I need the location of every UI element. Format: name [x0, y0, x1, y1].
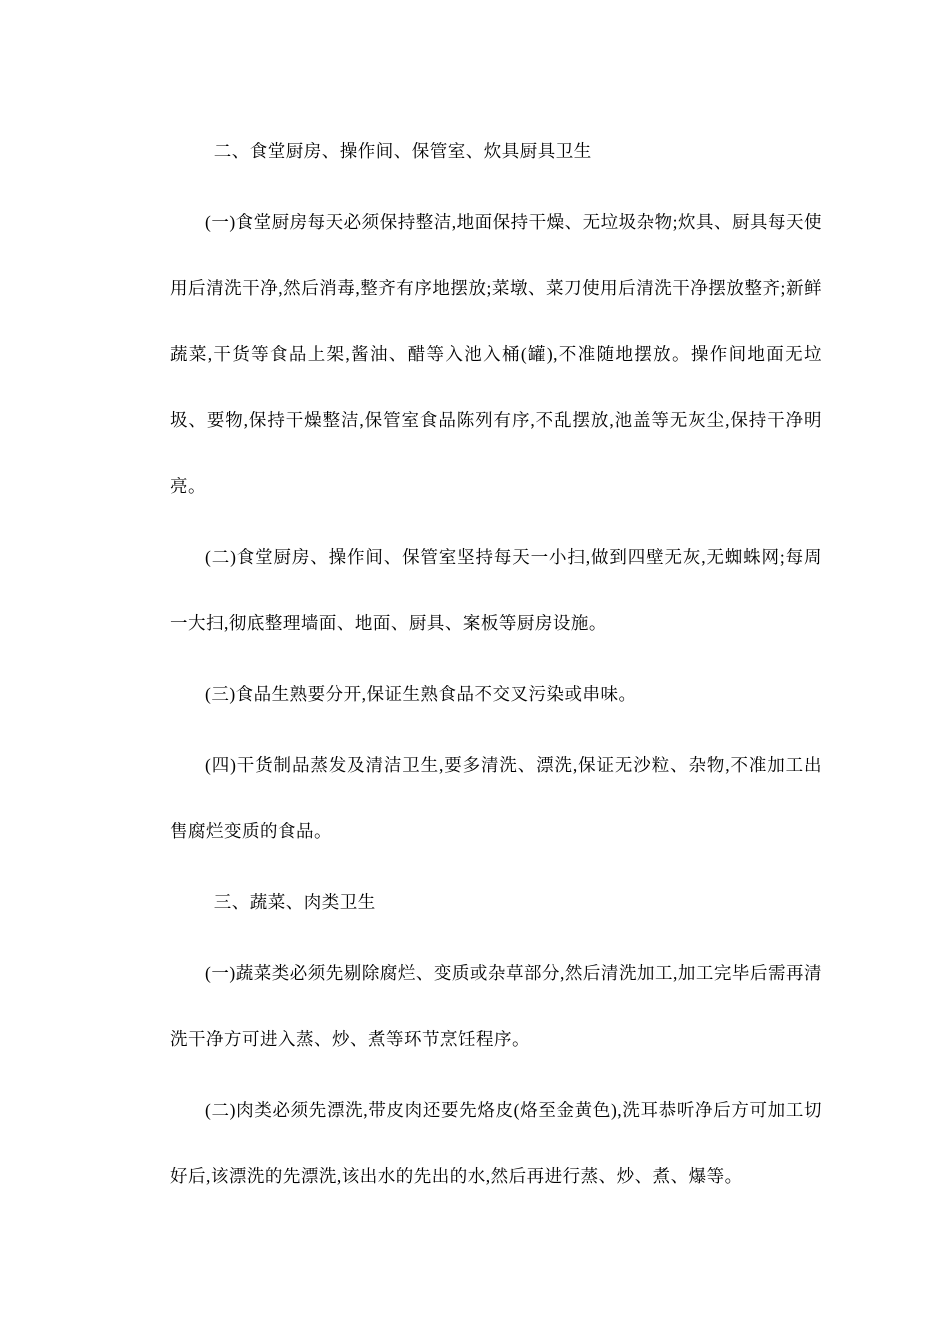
- paragraph-kitchen-item-3: (三)食品生熟要分开,保证生熟食品不交叉污染或串味。: [205, 684, 637, 704]
- section-heading-vegetable-meat-hygiene: 三、蔬菜、肉类卫生: [213, 892, 376, 912]
- paragraph-vegetable-item-1: (一)蔬菜类必须先剔除腐烂、变质或杂草部分,然后清洗加工,加工完毕后需再清洗干净方可进入蒸、炒、煮等环节烹饪程序。: [170, 963, 822, 1049]
- paragraph-meat-item-2: (二)肉类必须先漂洗,带皮肉还要先烙皮(烙至金黄色),洗耳恭听净后方可加工切好后,该漂洗的先漂洗,该出水的先出的水,然后再进行蒸、炒、煮、爆等。: [170, 1100, 822, 1186]
- section-heading-kitchen-hygiene: 二、食堂厨房、操作间、保管室、炊具厨具卫生: [213, 141, 592, 161]
- paragraph-kitchen-item-4: (四)干货制品蒸发及清洁卫生,要多清洗、漂洗,保证无沙粒、杂物,不准加工出售腐烂变质的食品。: [170, 755, 822, 841]
- paragraph-kitchen-item-2: (二)食堂厨房、操作间、保管室坚持每天一小扫,做到四壁无灰,无蜘蛛网;每周一大扫,彻底整理墙面、地面、厨具、案板等厨房设施。: [170, 547, 822, 633]
- paragraph-kitchen-item-1: (一)食堂厨房每天必须保持整洁,地面保持干燥、无垃圾杂物;炊具、厨具每天使用后清洗干净,然后消毒,整齐有序地摆放;菜墩、菜刀使用后清洗干净摆放整齐;新鲜蔬菜,干货等食品上架,酱油、醋等入池入桶(罐),不准随地摆放。操作间地面无垃圾、要物,保持干燥整洁,保管室食品陈列有序,不乱摆放,池盖等无灰尘,保持干净明亮。: [170, 212, 822, 496]
